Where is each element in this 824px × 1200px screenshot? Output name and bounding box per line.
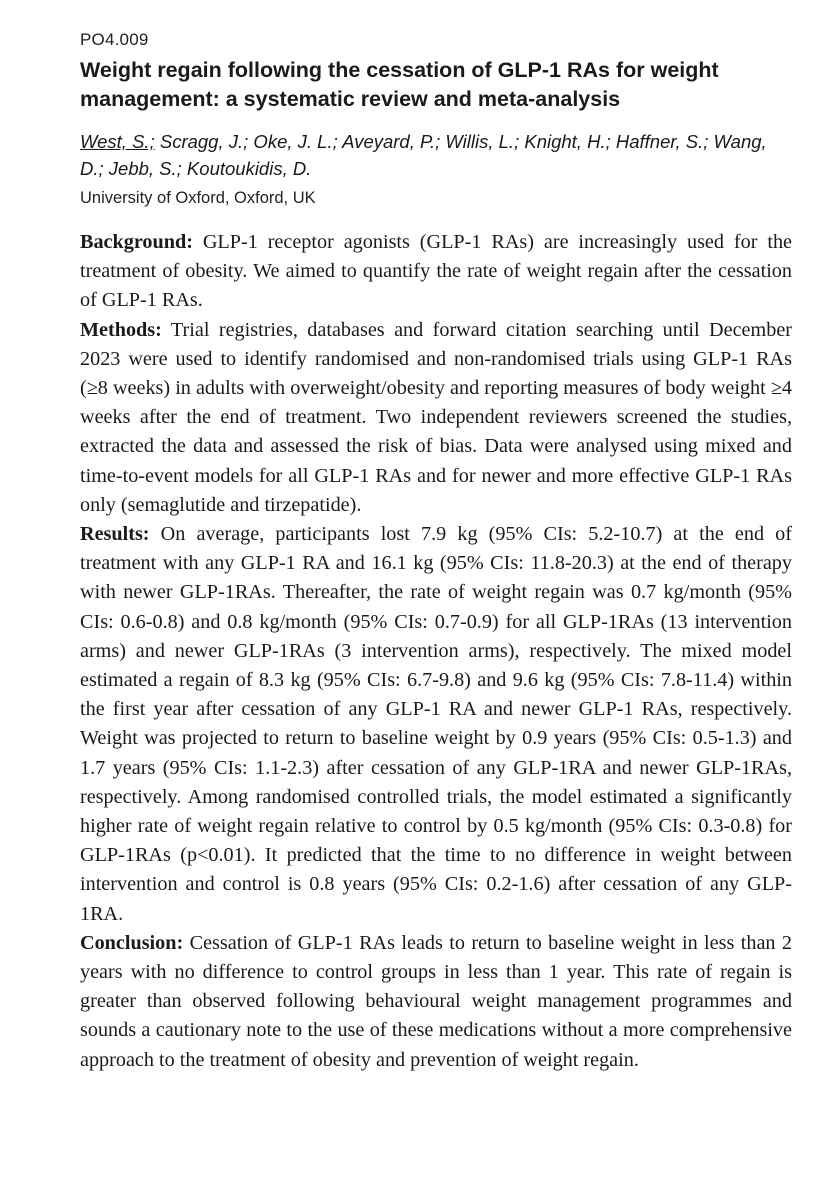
abstract-page xyxy=(80,30,792,1075)
abstract-title: Weight regain following the cessation of GLP-1 RAs for weight management: a systematic review and meta-analysis xyxy=(80,58,719,111)
methods-heading: Methods: xyxy=(80,318,162,341)
conclusion-text: Cessation of GLP-1 RAs leads to return to baseline weight in less than 2 years with no difference to control groups in less than 1 year. This rate of regain is greater than observed following behavioural weight management programmes and sounds a cautionary note to the use of these medications without a more comprehensive approach to the treatment of obesity and prevention of weight regain. xyxy=(80,931,792,1071)
results-heading: Results: xyxy=(80,523,150,546)
author-list xyxy=(80,128,792,182)
methods-text: Trial registries, databases and forward citation searching until December 2023 were used to identify randomised and non-randomised trials using GLP-1 RAs (≥8 weeks) in adults with overweight/obesity and reporting measures of body weight ≥4 weeks after the end of treatment. Two independent reviewers screened the studies, extracted the data and assessed the risk of bias. Data were analysed using mixed and time-to-event models for all GLP-1 RAs and for newer and more effective GLP-1 RAs only (semaglutide and tirzepatide). xyxy=(80,318,792,516)
results-section xyxy=(80,520,792,929)
co-authors: Scragg, J.; Oke, J. L.; Aveyard, P.; Willis, L.; Knight, H.; Haffner, S.; Wang, D.; Jebb, S.; Koutoukidis, D. xyxy=(80,131,767,179)
conclusion-section xyxy=(80,929,792,1075)
background-heading: Background: xyxy=(80,231,193,253)
abstract-body xyxy=(80,228,792,1075)
results-text: On average, participants lost 7.9 kg (95% CIs: 5.2-10.7) at the end of treatment with any GLP-1 RA and 16.1 kg (95% CIs: 11.8-20.3) at the end of therapy with newer GLP-1RAs. Thereafter, the rate of weight regain was 0.7 kg/month (95% CIs: 0.6-0.8) and 0.8 kg/month (95% CIs: 0.7-0.9) for all GLP-1RAs (13 intervention arms) and newer GLP-1RAs (3 intervention arms), respectively. The mixed model estimated a regain of 8.3 kg (95% CIs: 6.7-9.8) and 9.6 kg (95% CIs: 7.8-11.4) within the first year after cessation of any GLP-1 RA and newer GLP-1 RAs, respectively. Weight was projected to return to baseline weight by 0.9 years (95% CIs: 0.5-1.3) and 1.7 years (95% CIs: 1.1-2.3) after cessation of any GLP-1RA and newer GLP-1RAs, respectively. Among randomised controlled trials, the model estimated a significantly higher rate of weight regain relative to control by 0.5 kg/month (95% CIs: 0.3-0.8) for GLP-1RAs (p<0.01). It predicted that the time to no difference in weight between intervention and control is 0.8 years (95% CIs: 0.2-1.6) after cessation of any GLP-1RA. xyxy=(80,523,792,925)
presenting-author: West, S.; xyxy=(80,131,155,152)
abstract-code: PO4.009 xyxy=(80,30,149,49)
background-text: GLP-1 receptor agonists (GLP-1 RAs) are increasingly used for the treatment of obesity. We aimed to quantify the rate of weight regain after the cessation of GLP-1 RAs. xyxy=(80,231,792,312)
background-section xyxy=(80,228,792,316)
conclusion-heading: Conclusion: xyxy=(80,931,184,954)
methods-section xyxy=(80,316,792,520)
affiliation: University of Oxford, Oxford, UK xyxy=(80,189,316,207)
